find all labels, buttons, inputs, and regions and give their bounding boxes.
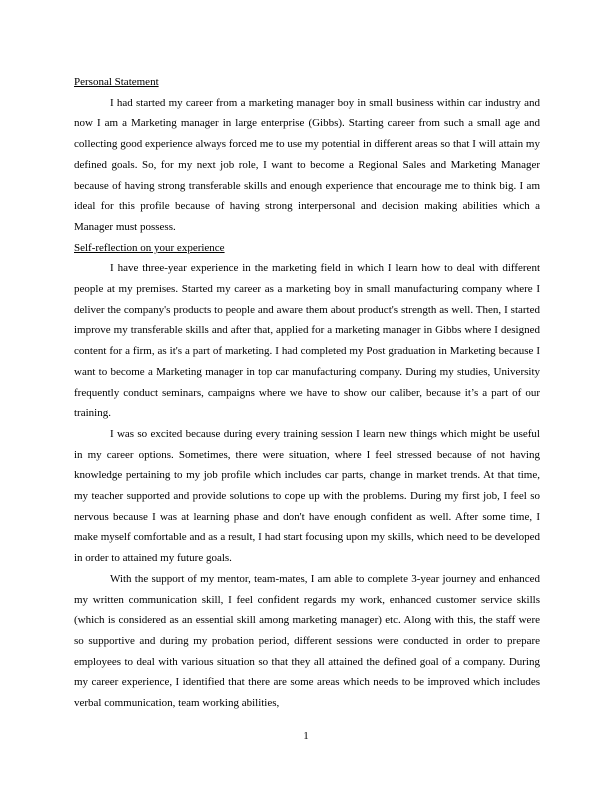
paragraph: I have three-year experience in the marketing field in which I learn how to deal with different people at my premises. Started my career as a marketing boy in small manufacturing company where I deliver the company's products to people and aware them about product's strength as well. Then, I started improve my transferable skills and after that, applied for a marketing manager in Gibbs where I designed content for a firm, as it's a part of marketing. I had completed my Post graduation in Marketing because I want to become a Marketing manager in top car manufacturing company. During my studies, University frequently conduct seminars, campaigns where we have to show our caliber, because it’s a part of our training. [74, 262, 540, 420]
section-heading-personal-statement: Personal Statement [74, 76, 159, 88]
section-heading-self-reflection: Self-reflection on your experience [74, 241, 225, 254]
paragraph: I was so excited because during every training session I learn new things which might be useful in my career options. Sometimes, there were situation, where I feel stressed because of not having knowledge pertaining to my job profile which includes car parts, change in market trends. At that time, my teacher supported and provide solutions to cope up with the problems. During my first job, I feel so nervous because I was at learning phase and don't have enough confident as well. After some time, I make myself comfortable and as a result, I had start focusing upon my skills, which need to be developed in order to attained my future goals. [74, 427, 540, 565]
paragraph: I had started my career from a marketing manager boy in small business within car industry and now I am a Marketing manager in large enterprise (Gibbs). Starting career from such a small age and collecting good experience always forced me to use my potential in different areas so that I will attain my defined goals. So, for my next job role, I want to become a Regional Sales and Marketing Manager because of having strong transferable skills and enough experience that encourage me to think big. I am ideal for this profile because of having strong interpersonal and decision making abilities which a Manager must possess. [74, 96, 540, 233]
document-body [74, 72, 540, 714]
paragraph: With the support of my mentor, team-mates, I am able to complete 3-year journey and enhanced my written communication skill, I feel confident regards my work, enhanced customer service skills (which is considered as an essential skill among marketing manager) etc. Along with this, the staff were so supportive and during my probation period, different sessions were conducted in order to prepare employees to deal with various situation so that they all attained the defined goal of a company. During my career experience, I identified that there are some areas which needs to be improved which includes verbal communication, team working abilities, [74, 572, 540, 710]
page-number: 1 [303, 730, 309, 742]
